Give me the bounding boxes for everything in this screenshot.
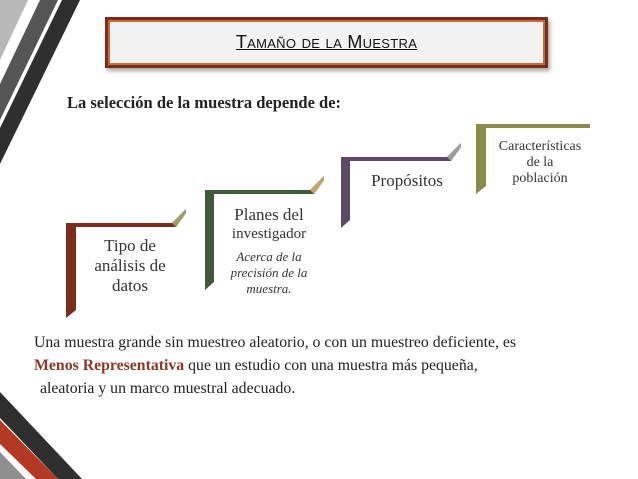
subtitle: La selección de la muestra depende de: [67, 93, 342, 112]
step-2-note: Acerca de la precisión de la muestra. [230, 249, 308, 296]
step-2-label: Planes del investigador Acerca de la precisión de la muestra. [218, 205, 320, 297]
step-3-label: Propósitos [371, 171, 443, 190]
highlight-text: Menos Representativa [34, 357, 185, 374]
conclusion-paragraph: Una muestra grande sin muestreo aleatorio, o con un muestreo deficiente, es Menos Representativa que un estudio con una muestra más pequeña, aleatoria y un marco muestral adecuado. [34, 334, 517, 397]
page-title: Tamaño de la Muestra [235, 32, 418, 52]
step-1-label: Tipo de análisis de datos [94, 236, 166, 295]
step-4-label: Características de la población [498, 139, 582, 186]
